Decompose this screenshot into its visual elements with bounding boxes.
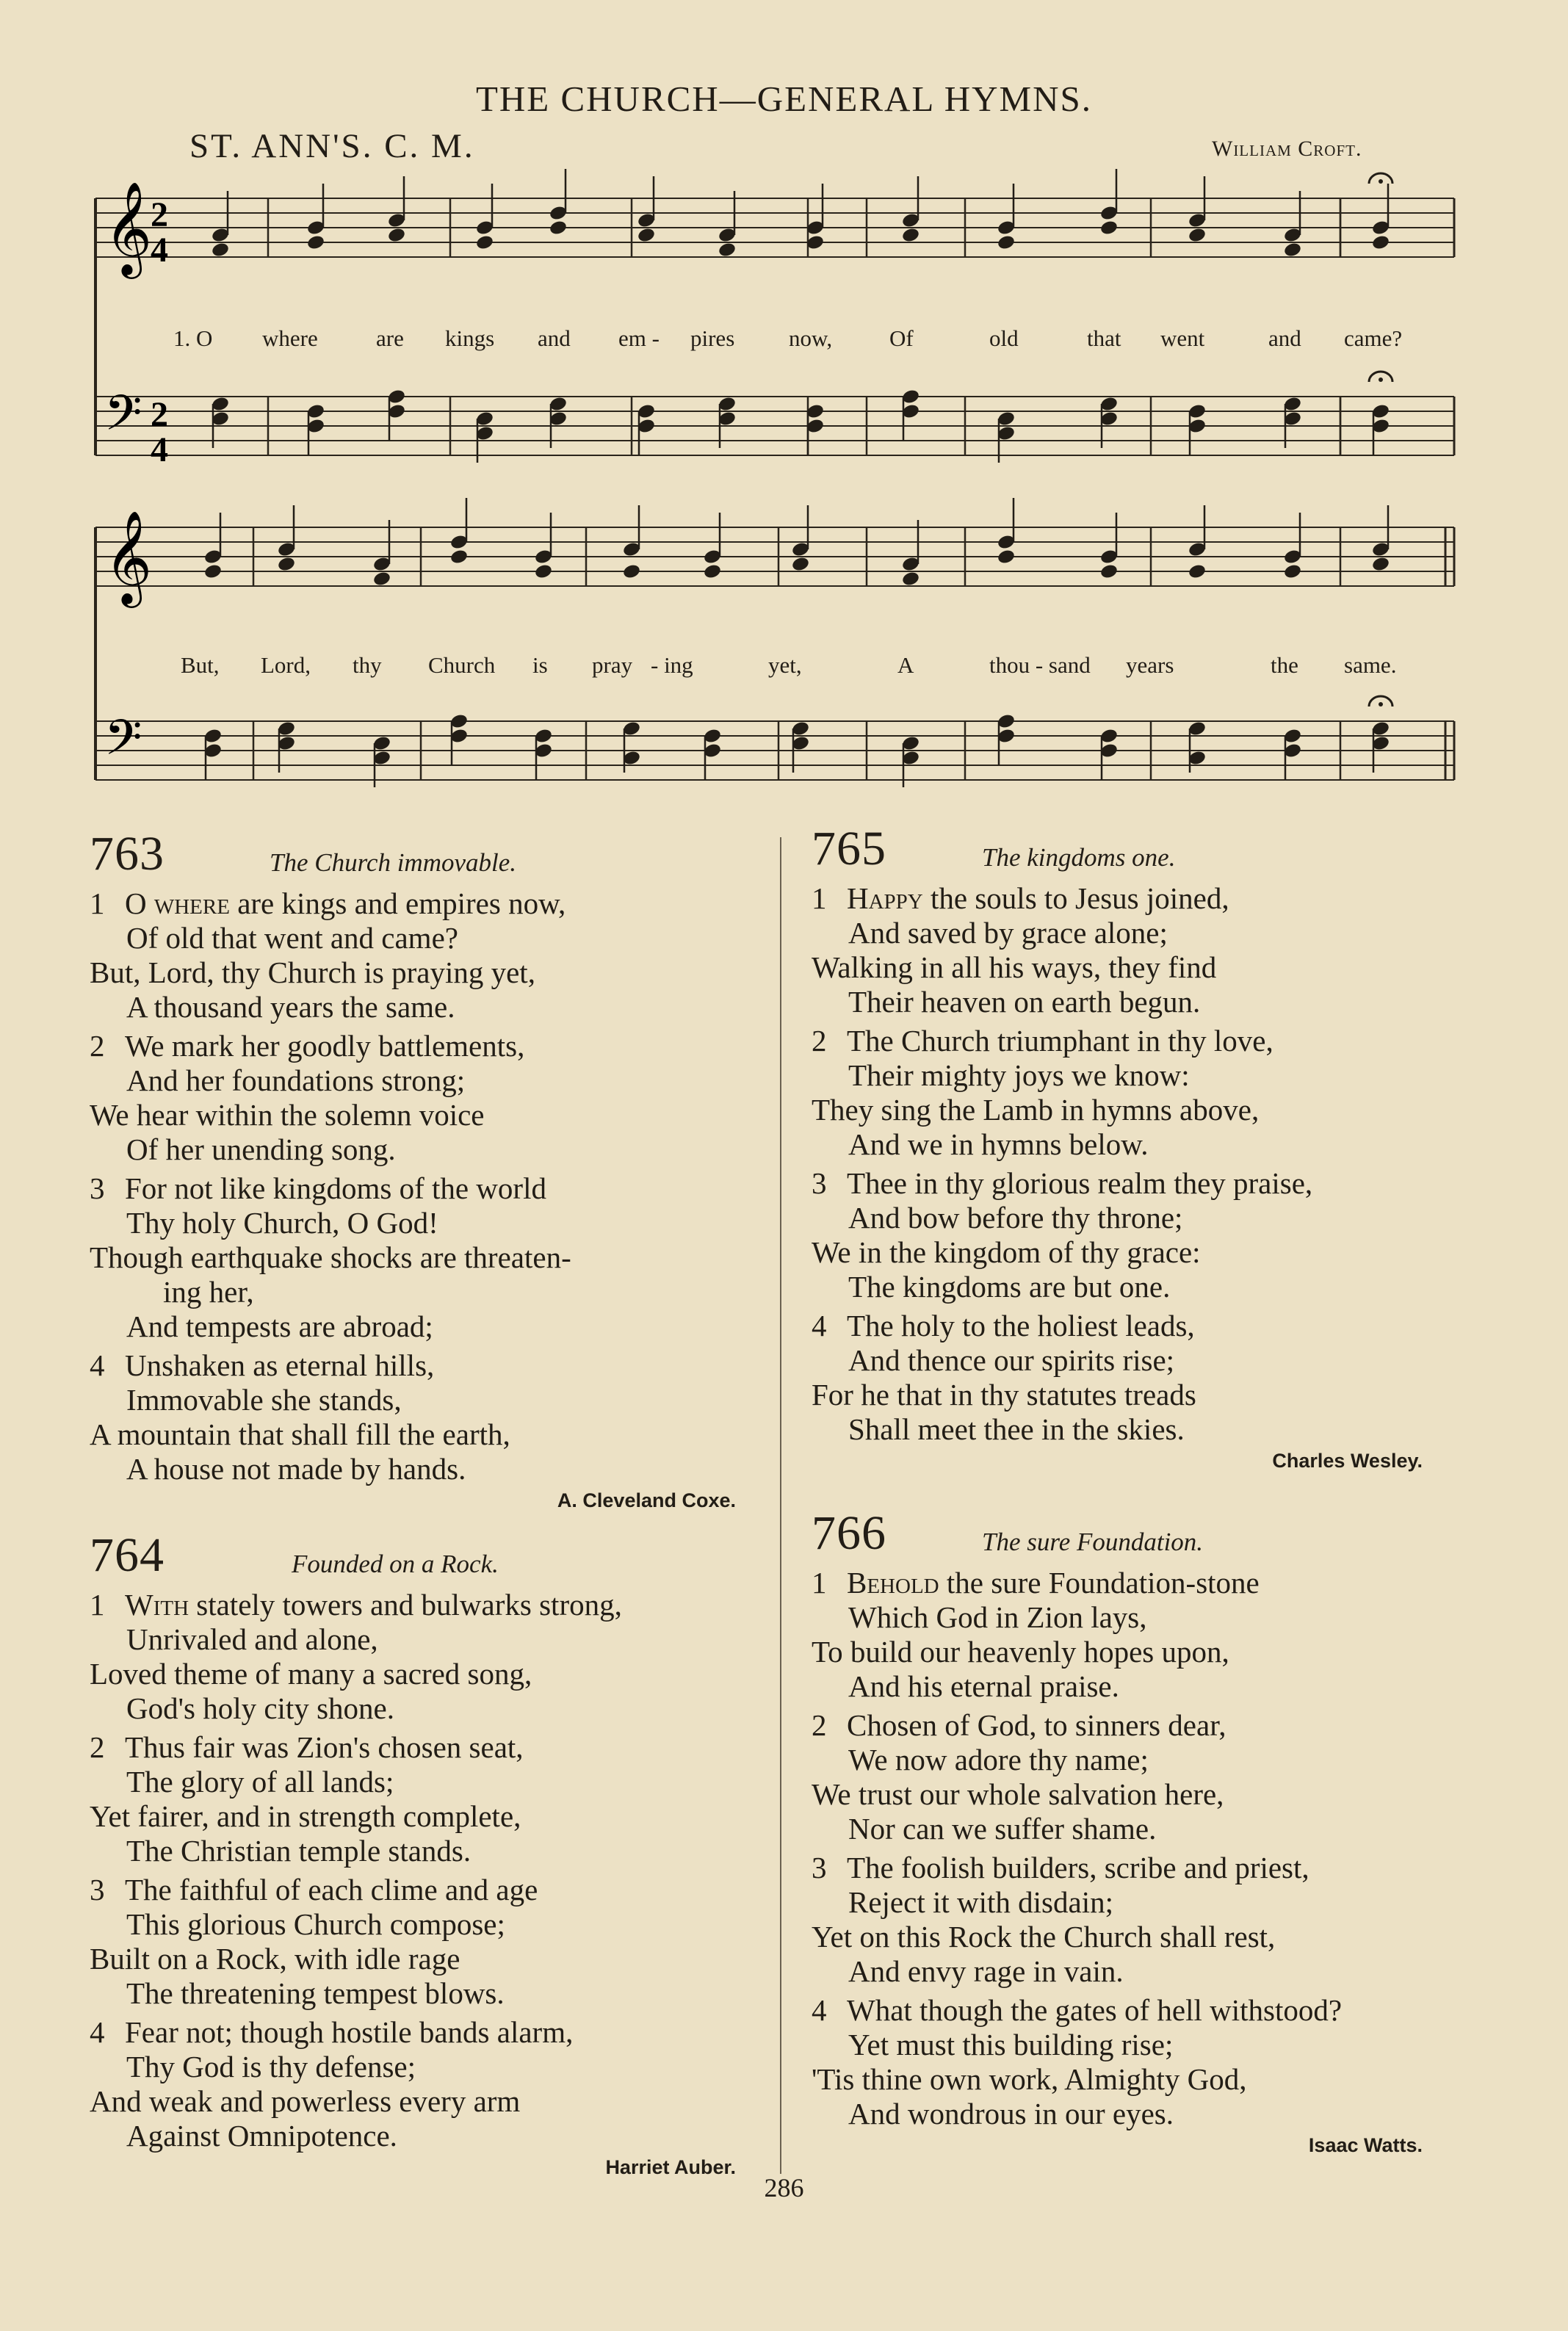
verse-line bbox=[812, 916, 1546, 950]
lyric-syllable: now, bbox=[789, 325, 833, 351]
note-head bbox=[637, 227, 656, 244]
verse-line bbox=[812, 1270, 1546, 1304]
verse-text: We now adore thy name; bbox=[848, 1743, 1149, 1777]
lyric-syllable: But, bbox=[181, 652, 220, 678]
lyric-syllable: 1. O bbox=[173, 325, 213, 351]
verse-line bbox=[90, 1942, 824, 1976]
lyric-syllable: kings bbox=[445, 325, 495, 351]
verse-line bbox=[90, 1383, 824, 1417]
note-head bbox=[1371, 556, 1390, 573]
verse-line bbox=[90, 1132, 824, 1167]
hymn-number: 763 bbox=[90, 827, 165, 881]
verse-text: the sure Foundation-stone bbox=[939, 1566, 1260, 1600]
verse bbox=[812, 1166, 1546, 1304]
verse-number: 1 bbox=[812, 881, 827, 915]
lyric-syllable: the bbox=[1271, 652, 1298, 678]
verse-line bbox=[812, 2097, 1546, 2131]
verse-lead-word: O where bbox=[125, 886, 230, 920]
verse-line bbox=[812, 1669, 1546, 1704]
verse-text: But, Lord, thy Church is praying yet, bbox=[90, 955, 535, 989]
hymn-title: The kingdoms one. bbox=[982, 843, 1176, 872]
verse-text: The faithful of each clime and age bbox=[125, 1873, 538, 1907]
verse-line bbox=[90, 955, 824, 990]
verse-line bbox=[90, 1029, 824, 1063]
verse-number: 1 bbox=[90, 886, 105, 920]
verse-text: Yet fairer, and in strength complete, bbox=[90, 1799, 521, 1833]
verse-line bbox=[90, 1657, 824, 1691]
verse-text: Thee in thy glorious realm they praise, bbox=[847, 1166, 1313, 1200]
verse-number: 3 bbox=[812, 1851, 827, 1884]
verse-line bbox=[812, 1635, 1546, 1669]
hymn-heading bbox=[90, 826, 824, 886]
note-head bbox=[1188, 227, 1207, 244]
note-head bbox=[372, 571, 391, 588]
verse-line bbox=[90, 1063, 824, 1098]
verse-number: 1 bbox=[812, 1566, 827, 1600]
lyric-syllable: em - bbox=[618, 325, 660, 351]
lyric-syllable: Of bbox=[889, 325, 914, 351]
note-head bbox=[1283, 242, 1302, 259]
verse-text: are kings and empires now, bbox=[229, 886, 566, 920]
verse-lead-word: With bbox=[125, 1588, 189, 1622]
verse-line bbox=[812, 1201, 1546, 1235]
hymn-title: Founded on a Rock. bbox=[292, 1550, 499, 1578]
verse-text: Reject it with disdain; bbox=[848, 1885, 1113, 1919]
hymn-author: A. Cleveland Coxe. bbox=[557, 1489, 736, 1511]
verse-text: A thousand years the same. bbox=[126, 990, 455, 1024]
treble-clef-icon: 𝄞 bbox=[104, 181, 153, 275]
note-head bbox=[1371, 234, 1390, 251]
fermata-dot bbox=[1379, 702, 1383, 706]
music-score bbox=[0, 0, 1568, 823]
verse-number: 3 bbox=[90, 1171, 105, 1205]
verse-line bbox=[812, 1600, 1546, 1635]
verse-text: Against Omnipotence. bbox=[126, 2119, 397, 2153]
verse-line bbox=[812, 1993, 1546, 2028]
lyric-syllable: years bbox=[1126, 652, 1174, 678]
note-head bbox=[449, 549, 469, 565]
verse-text: We hear within the solemn voice bbox=[90, 1098, 485, 1132]
verse-line bbox=[90, 1907, 824, 1942]
verse-line bbox=[90, 1452, 824, 1486]
verse-number: 4 bbox=[812, 1309, 827, 1342]
verse-line bbox=[812, 1954, 1546, 1989]
verse-line bbox=[90, 2050, 824, 2084]
verse-text: Yet must this building rise; bbox=[848, 2028, 1174, 2061]
verse-line bbox=[90, 1730, 824, 1765]
verse-text: the souls to Jesus joined, bbox=[922, 881, 1229, 915]
verse-text: We in the kingdom of thy grace: bbox=[812, 1235, 1201, 1269]
verse-text: And wondrous in our eyes. bbox=[848, 2097, 1174, 2131]
verse-text: The Christian temple stands. bbox=[126, 1834, 472, 1868]
verse-line bbox=[90, 1799, 824, 1834]
verse-line bbox=[90, 2119, 824, 2153]
hymn-author: Charles Wesley. bbox=[1272, 1450, 1423, 1472]
hymn-number: 764 bbox=[90, 1528, 165, 1582]
verse-line bbox=[812, 1235, 1546, 1270]
lyric-syllable: are bbox=[376, 325, 404, 351]
verse-text: And her foundations strong; bbox=[126, 1063, 466, 1097]
note-head bbox=[901, 227, 920, 244]
verse-text: To build our heavenly hopes upon, bbox=[812, 1635, 1229, 1669]
verse-line bbox=[812, 1343, 1546, 1378]
note-head bbox=[718, 242, 737, 259]
verse-line bbox=[90, 1765, 824, 1799]
note-head bbox=[791, 556, 810, 573]
verse-line bbox=[812, 1777, 1546, 1812]
verse-line bbox=[812, 1885, 1546, 1920]
lyric-syllable: Church bbox=[428, 652, 496, 678]
verse-text: The foolish builders, scribe and priest, bbox=[847, 1851, 1309, 1884]
time-signature-bottom-bass: 4 bbox=[151, 430, 168, 469]
verse-number: 2 bbox=[90, 1730, 105, 1764]
verse-text: Yet on this Rock the Church shall rest, bbox=[812, 1920, 1276, 1954]
lyric-syllable: went bbox=[1160, 325, 1205, 351]
verse-text: The glory of all lands; bbox=[126, 1765, 394, 1799]
verse-text: Thy God is thy defense; bbox=[126, 2050, 416, 2084]
verse-line bbox=[90, 1275, 824, 1309]
verse-text: Nor can we suffer shame. bbox=[848, 1812, 1157, 1846]
note-head bbox=[549, 220, 568, 236]
verse-line bbox=[812, 2062, 1546, 2097]
verse-number: 3 bbox=[812, 1166, 827, 1200]
verse bbox=[90, 886, 824, 1024]
hymn-number: 765 bbox=[812, 822, 886, 875]
verse-text: A mountain that shall fill the earth, bbox=[90, 1417, 510, 1451]
verse-line bbox=[812, 985, 1546, 1019]
verse-text: And his eternal praise. bbox=[848, 1669, 1119, 1703]
verse-line bbox=[90, 921, 824, 955]
verse-number: 1 bbox=[90, 1588, 105, 1622]
treble-clef-icon: 𝄞 bbox=[104, 510, 153, 604]
notes bbox=[203, 169, 1392, 787]
verse-lead-word: Happy bbox=[847, 881, 923, 915]
hymn-author: Isaac Watts. bbox=[1308, 2134, 1423, 2156]
verse-line bbox=[90, 1098, 824, 1132]
verse-line bbox=[90, 1240, 824, 1275]
verse-line bbox=[90, 1348, 824, 1383]
verse-text: God's holy city shone. bbox=[126, 1691, 394, 1725]
verse-text: For not like kingdoms of the world bbox=[125, 1171, 546, 1205]
verse-text: ing her, bbox=[163, 1275, 254, 1309]
verse bbox=[812, 1993, 1546, 2131]
verse-line bbox=[812, 1127, 1546, 1162]
verse-number: 4 bbox=[812, 1993, 827, 2027]
verse bbox=[90, 1029, 824, 1167]
verse-number: 2 bbox=[90, 1029, 105, 1063]
note-head bbox=[534, 563, 553, 580]
verse-text: And saved by grace alone; bbox=[848, 916, 1168, 950]
verse-line bbox=[812, 1708, 1546, 1743]
fermata-dot bbox=[1379, 377, 1383, 382]
verse-text: A house not made by hands. bbox=[126, 1452, 466, 1486]
verse-text: And bow before thy throne; bbox=[848, 1201, 1183, 1235]
lyric-syllable: yet, bbox=[768, 652, 802, 678]
hymn-heading bbox=[812, 821, 1546, 881]
verse-line bbox=[812, 881, 1546, 916]
bass-clef-icon: 𝄢 bbox=[104, 709, 142, 778]
hymn-763 bbox=[90, 826, 824, 1512]
hymn-765 bbox=[812, 821, 1546, 1472]
lyric-syllable: Lord, bbox=[261, 652, 311, 678]
verse-text: The holy to the holiest leads, bbox=[847, 1309, 1195, 1342]
verse-line bbox=[90, 2084, 824, 2119]
lyric-syllable: thou - sand bbox=[989, 652, 1091, 678]
verse-text: Which God in Zion lays, bbox=[848, 1600, 1147, 1634]
verse-text: And weak and powerless every arm bbox=[90, 2084, 521, 2118]
lyric-syllable: that bbox=[1087, 325, 1121, 351]
verse bbox=[812, 1851, 1546, 1989]
note-head bbox=[1188, 563, 1207, 580]
note-head bbox=[1099, 220, 1119, 236]
time-signature-top: 2 bbox=[151, 195, 168, 234]
verse-text: Walking in all his ways, they find bbox=[812, 950, 1217, 984]
verse-text: Their heaven on earth begun. bbox=[848, 985, 1201, 1019]
verse-number: 3 bbox=[90, 1873, 105, 1907]
verse-number: 2 bbox=[812, 1708, 827, 1742]
verse-number: 4 bbox=[90, 1348, 105, 1382]
staff-lines bbox=[95, 181, 1454, 780]
verse-text: We mark her goodly battlements, bbox=[125, 1029, 525, 1063]
verse-text: And we in hymns below. bbox=[848, 1127, 1149, 1161]
verse-text: Fear not; though hostile bands alarm, bbox=[125, 2015, 574, 2049]
verse-text: This glorious Church compose; bbox=[126, 1907, 505, 1941]
lyric-syllable: and bbox=[1268, 325, 1301, 351]
note-head bbox=[277, 556, 296, 573]
fermata-dot bbox=[1379, 179, 1383, 184]
verse-line bbox=[90, 990, 824, 1024]
verse-line bbox=[90, 1309, 824, 1344]
verse-text: Their mighty joys we know: bbox=[848, 1058, 1190, 1092]
verse-line bbox=[812, 1812, 1546, 1846]
hymn-766 bbox=[812, 1506, 1546, 2157]
verse-text: Shall meet thee in the skies. bbox=[848, 1412, 1185, 1446]
section-header: THE CHURCH—GENERAL HYMNS. bbox=[475, 79, 1092, 119]
verse-text: Chosen of God, to sinners dear, bbox=[847, 1708, 1226, 1742]
verse-line bbox=[90, 1976, 824, 2011]
verse-text: Of old that went and came? bbox=[126, 921, 458, 955]
note-head bbox=[1099, 563, 1119, 580]
lyric-syllable: is bbox=[532, 652, 548, 678]
verse-line bbox=[812, 1024, 1546, 1058]
verse-line bbox=[812, 1093, 1546, 1127]
note-head bbox=[997, 549, 1016, 565]
note-head bbox=[703, 563, 722, 580]
lyric-syllable: thy bbox=[353, 652, 382, 678]
tune-name: ST. ANN'S. C. M. bbox=[189, 127, 475, 165]
verse-line bbox=[812, 1412, 1546, 1447]
page-number: 286 bbox=[764, 2173, 804, 2202]
verse-number: 4 bbox=[90, 2015, 105, 2049]
note-head bbox=[211, 242, 230, 259]
verse-lead-word: Behold bbox=[847, 1566, 939, 1600]
composer-credit: William Croft. bbox=[1212, 137, 1362, 161]
hymn-title: The Church immovable. bbox=[270, 848, 517, 877]
verse-number: 2 bbox=[812, 1024, 827, 1058]
verse-text: Unrivaled and alone, bbox=[126, 1622, 378, 1656]
time-signature-bottom: 4 bbox=[151, 231, 168, 270]
hymn-author: Harriet Auber. bbox=[605, 2156, 736, 2178]
verse-line bbox=[812, 2028, 1546, 2062]
verse-line bbox=[812, 1378, 1546, 1412]
hymn-title: The sure Foundation. bbox=[982, 1528, 1204, 1556]
verse-text: The threatening tempest blows. bbox=[126, 1976, 505, 2010]
verse-text: 'Tis thine own work, Almighty God, bbox=[812, 2062, 1247, 2096]
verse-line bbox=[812, 1920, 1546, 1954]
verse-text: Loved theme of many a sacred song, bbox=[90, 1657, 532, 1691]
verse-line bbox=[812, 1166, 1546, 1201]
note-head bbox=[306, 234, 325, 251]
verse bbox=[812, 1024, 1546, 1162]
note-head bbox=[387, 227, 406, 244]
verse-text: We trust our whole salvation here, bbox=[812, 1777, 1224, 1811]
note-head bbox=[475, 234, 494, 251]
verse-line bbox=[812, 950, 1546, 985]
lyric-syllable: old bbox=[989, 325, 1019, 351]
verse bbox=[812, 1708, 1546, 1846]
verse bbox=[90, 1588, 824, 1726]
verse bbox=[90, 1730, 824, 1868]
verse-line bbox=[90, 1417, 824, 1452]
note-head bbox=[622, 563, 641, 580]
note-head bbox=[1283, 563, 1302, 580]
verse bbox=[90, 1873, 824, 2011]
lyric-syllable: pires bbox=[690, 325, 735, 351]
verse-text: Of her unending song. bbox=[126, 1132, 396, 1166]
verse-line bbox=[812, 1566, 1546, 1600]
verse-line bbox=[812, 1851, 1546, 1885]
verse-line bbox=[90, 1588, 824, 1622]
verse-line bbox=[90, 1691, 824, 1726]
verse-text: The Church triumphant in thy love, bbox=[847, 1024, 1273, 1058]
lyric-syllable: - ing bbox=[651, 652, 693, 678]
note-head bbox=[997, 234, 1016, 251]
verse-text: For he that in thy statutes treads bbox=[812, 1378, 1196, 1412]
verse-line bbox=[90, 1873, 824, 1907]
bass-clef-icon: 𝄢 bbox=[104, 385, 142, 453]
verse-line bbox=[90, 886, 824, 921]
verse-text: Thy holy Church, O God! bbox=[126, 1206, 438, 1240]
verse-text: stately towers and bulwarks strong, bbox=[189, 1588, 622, 1622]
note-head bbox=[901, 571, 920, 588]
verse-line bbox=[90, 1622, 824, 1657]
verse-line bbox=[812, 1058, 1546, 1093]
lyric-syllable: and bbox=[538, 325, 571, 351]
lyric-syllable: came? bbox=[1344, 325, 1403, 351]
verse-text: The kingdoms are but one. bbox=[848, 1270, 1171, 1304]
verse-line bbox=[90, 1834, 824, 1868]
lyric-syllable: same. bbox=[1344, 652, 1397, 678]
verse-line bbox=[812, 1743, 1546, 1777]
verse bbox=[90, 1348, 824, 1486]
time-signature-top-bass: 2 bbox=[151, 395, 168, 434]
verse-text: They sing the Lamb in hymns above, bbox=[812, 1093, 1260, 1127]
hymn-heading bbox=[812, 1506, 1546, 1566]
verse bbox=[812, 1309, 1546, 1447]
verse-text: What though the gates of hell withstood? bbox=[847, 1993, 1343, 2027]
verse-text: And envy rage in vain. bbox=[848, 1954, 1124, 1988]
verse-text: Built on a Rock, with idle rage bbox=[90, 1942, 460, 1976]
verse-text: Thus fair was Zion's chosen seat, bbox=[125, 1730, 524, 1764]
hymn-heading bbox=[90, 1528, 824, 1588]
note-head bbox=[203, 563, 223, 580]
lyric-syllable: pray bbox=[592, 652, 633, 678]
verse bbox=[90, 2015, 824, 2153]
verse bbox=[812, 881, 1546, 1019]
verse-line bbox=[90, 1206, 824, 1240]
verse bbox=[812, 1566, 1546, 1704]
verse-line bbox=[90, 2015, 824, 2050]
hymn-number: 766 bbox=[812, 1506, 886, 1560]
lyric-syllable: A bbox=[897, 652, 914, 678]
verse bbox=[90, 1171, 824, 1344]
hymn-764 bbox=[90, 1528, 824, 2179]
verse-text: Immovable she stands, bbox=[126, 1383, 402, 1417]
lyric-syllable: where bbox=[262, 325, 318, 351]
verse-text: And thence our spirits rise; bbox=[848, 1343, 1175, 1377]
verse-text: Unshaken as eternal hills, bbox=[125, 1348, 435, 1382]
verse-line bbox=[90, 1171, 824, 1206]
verse-line bbox=[812, 1309, 1546, 1343]
verse-text: Though earthquake shocks are threaten- bbox=[90, 1240, 571, 1274]
verse-text: And tempests are abroad; bbox=[126, 1309, 433, 1343]
